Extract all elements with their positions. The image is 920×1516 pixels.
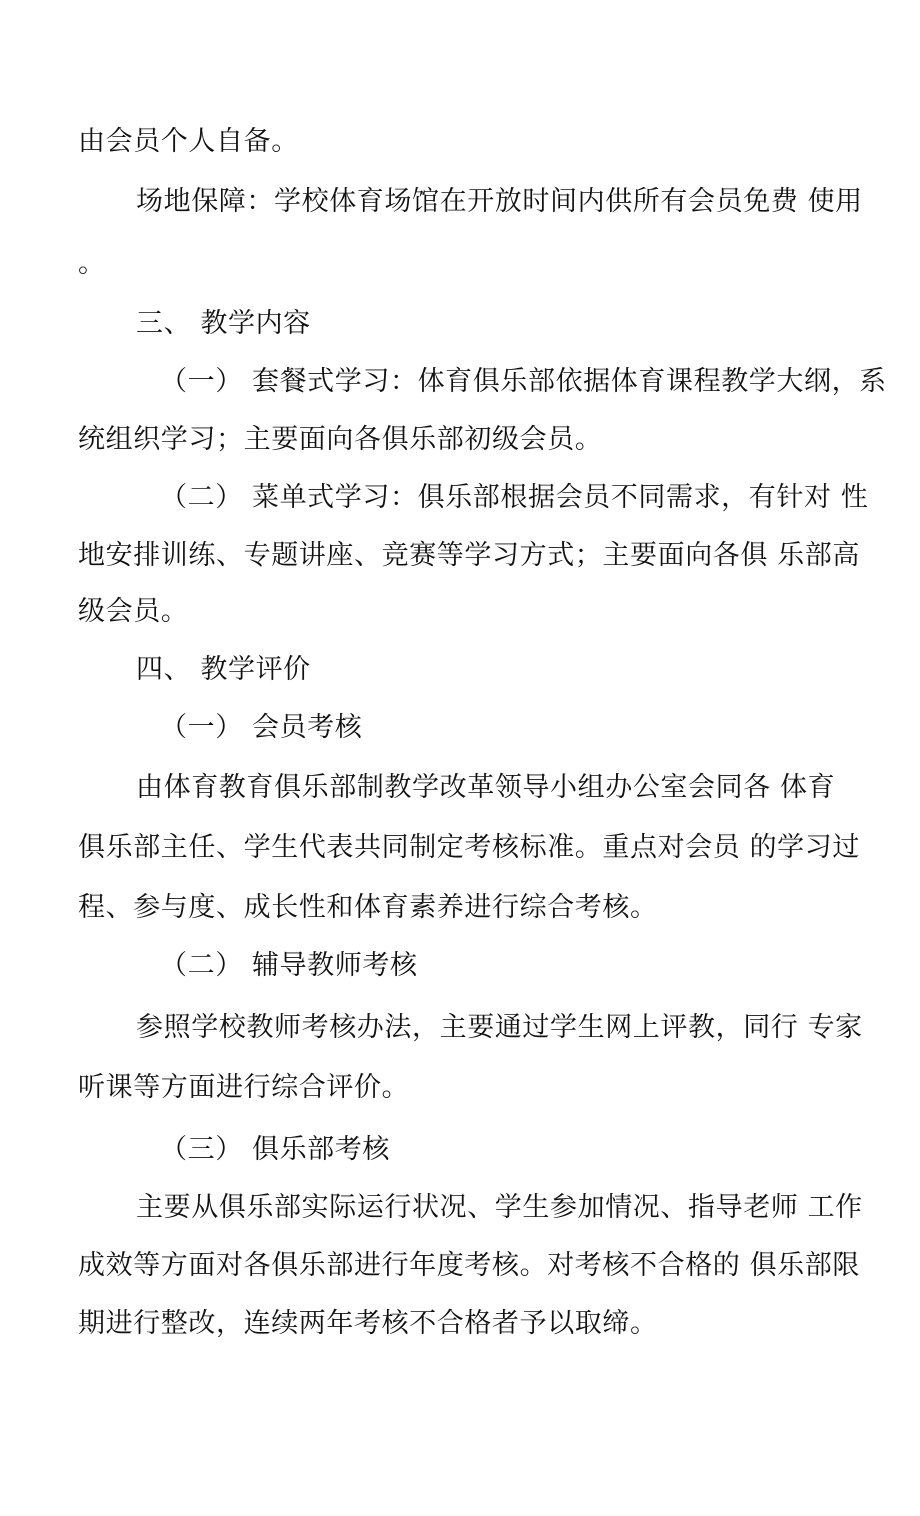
text-line-1: 由会员个人自备。: [78, 126, 299, 157]
text-line-16: 参照学校教师考核办法，主要通过学生网上评教，同行 专家: [136, 1012, 863, 1043]
text-line-20: 成效等方面对各俱乐部进行年度考核。对考核不合格的 俱乐部限: [78, 1250, 860, 1281]
text-line-2: 场地保障：学校体育场馆在开放时间内供所有会员免费 使用: [136, 186, 863, 217]
text-line-3: 。: [78, 248, 106, 279]
section-heading-3: 三、 教学内容: [136, 308, 311, 339]
text-line-6: 统组织学习；主要面向各俱乐部初级会员。: [78, 424, 603, 455]
text-line-19: 主要从俱乐部实际运行状况、学生参加情况、指导老师 工作: [136, 1192, 863, 1223]
text-line-14: 程、参与度、成长性和体育素养进行综合考核。: [78, 892, 658, 923]
subsection-heading: （一） 会员考核: [160, 712, 363, 743]
section-heading-4: 四、 教学评价: [136, 654, 311, 685]
subsection-heading: （三） 俱乐部考核: [160, 1134, 390, 1165]
text-line-8: 地安排训练、专题讲座、竞赛等学习方式；主要面向各俱 乐部高: [78, 540, 860, 571]
text-line-12: 由体育教育俱乐部制教学改革领导小组办公室会同各 体育: [136, 772, 836, 803]
subsection-heading: （二） 菜单式学习：俱乐部根据会员不同需求，有针对 性: [160, 482, 869, 513]
text-line-21: 期进行整改，连续两年考核不合格者予以取缔。: [78, 1308, 658, 1339]
text-line-17: 听课等方面进行综合评价。: [78, 1072, 410, 1103]
subsection-heading: （一） 套餐式学习：体育俱乐部依据体育课程教学大纲，系: [160, 366, 887, 397]
subsection-heading: （二） 辅导教师考核: [160, 950, 418, 981]
text-line-13: 俱乐部主任、学生代表共同制定考核标准。重点对会员 的学习过: [78, 832, 860, 863]
text-line-9: 级会员。: [78, 596, 189, 627]
